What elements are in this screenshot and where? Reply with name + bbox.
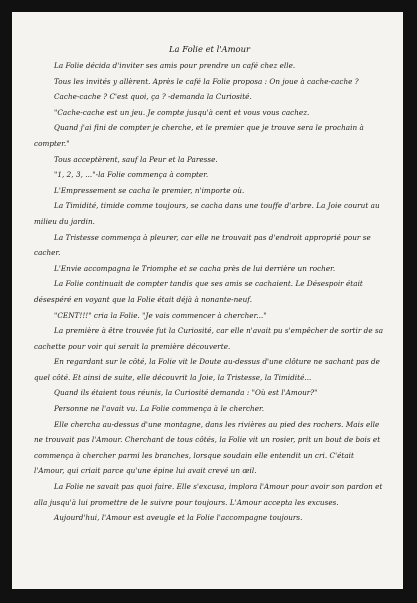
paragraph-4: "Cache-cache est un jeu. Je compte jusqu'à cent et vous vous cachez. bbox=[54, 107, 310, 117]
paragraph-1: La Folie décida d'inviter ses amis pour prendre un café chez elle. bbox=[54, 61, 296, 70]
paragraph-16: Quand ils étaient tous réunis, la Curiosité demanda : "Où est l'Amour?" bbox=[54, 388, 318, 398]
paper-sheet bbox=[12, 12, 403, 589]
paragraph-3: Cache-cache ? C'est quoi, ça ? -demanda la Curiosité. bbox=[54, 92, 252, 102]
paragraph-9: La Timidité, timide comme toujours, se cacha dans une touffe d'arbre. La Joie courut au milieu du jardin. bbox=[34, 201, 380, 226]
paragraph-6: Tous acceptèrent, sauf la Peur et la Paresse. bbox=[54, 154, 218, 164]
paragraph-12: La Folie continuait de compter tandis que ses amis se cachaient. Le Désespoir était désespéré en voyant que la Folie était déjà à nonante-neuf. bbox=[34, 279, 363, 304]
paragraph-7: "1, 2, 3, ..."-la Folie commença à compter. bbox=[54, 170, 209, 180]
paragraph-17: Personne ne l'avait vu. La Folie commença à le chercher. bbox=[54, 404, 265, 414]
paragraph-15: En regardant sur le côté, la Folie vit le Doute au-dessus d'une clôture ne sachant pas de quel côté. Et ainsi de suite, elle découvrit la Joie, la Tristesse, la Timidité... bbox=[34, 357, 380, 382]
paragraph-10: La Tristesse commença à pleurer, car elle ne trouvait pas d'endroit approprié pour se cacher. bbox=[34, 232, 371, 258]
paragraph-5: Quand j'ai fini de compter je cherche, et le premier que je trouve sera le prochain à compter." bbox=[34, 123, 364, 148]
paragraph-18: Elle chercha au-dessus d'une montagne, dans les rivières au pied des rochers. Mais elle ne trouvait pas l'Amour. Cherchant de tous côtés, la Folie vit un rosier, prit un bout de bois et commença à chercher parmi les branches, lorsque soudain elle entendit un cri. C'était l'Amour, qui criait parce qu'une épine lui avait crevé un œil. bbox=[34, 419, 381, 476]
paragraph-8: L'Empressement se cacha le premier, n'importe où. bbox=[54, 185, 245, 195]
paragraph-11: L'Envie accompagna le Triomphe et se cacha près de lui derrière un rocher. bbox=[54, 263, 336, 273]
paragraph-2: Tous les invités y allèrent. Après le café la Folie proposa : On joue à cache-cache ? bbox=[54, 76, 359, 86]
document-title: La Folie et l'Amour bbox=[169, 44, 250, 54]
paragraph-13: "CENT!!!" cria la Folie. "Je vais commencer à chercher..." bbox=[54, 310, 267, 320]
paragraph-14: La première à être trouvée fut la Curiosité, car elle n'avait pu s'empêcher de sortir de sa cachette pour voir qui serait la première découverte. bbox=[34, 326, 384, 351]
paragraph-20: Aujourd'hui, l'Amour est aveugle et la Folie l'accompagne toujours. bbox=[54, 513, 303, 523]
paragraph-19: La Folie ne savait pas quoi faire. Elle s'excusa, implora l'Amour pour avoir son pardon et alla jusqu'à lui promettre de le suivre pour toujours. L'Amour accepta les excuses. bbox=[34, 482, 383, 507]
